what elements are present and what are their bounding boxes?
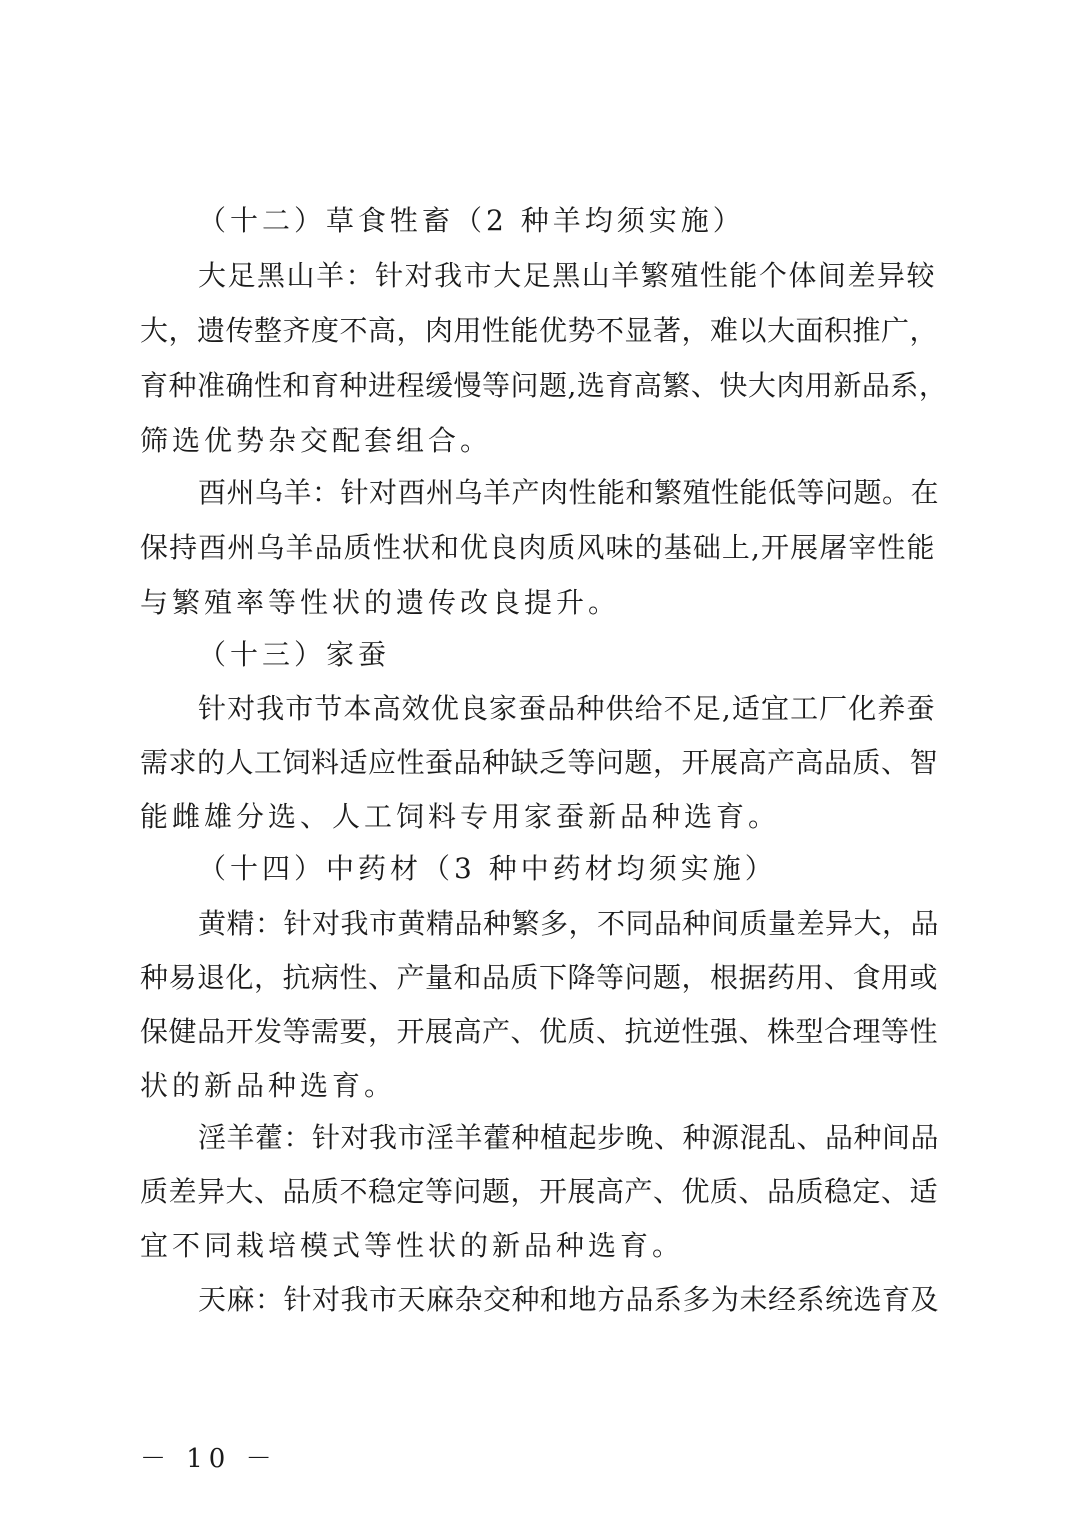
paragraph-line: 黄精：针对我市黄精品种繁多，不同品种间质量差异大，品: [198, 907, 940, 940]
paragraph-line: 筛选优势杂交配套组合。: [140, 424, 493, 457]
section-heading-herbivorous-livestock: （十二）草食牲畜（2 种羊均须实施）: [198, 204, 745, 237]
paragraph-line: 针对我市节本高效优良家蚕品种供给不足,适宜工厂化养蚕: [198, 692, 935, 725]
paragraph-line: 淫羊藿：针对我市淫羊藿种植起步晚、种源混乱、品种间品: [198, 1121, 940, 1154]
paragraph-line: 大足黑山羊：针对我市大足黑山羊繁殖性能个体间差异较: [198, 259, 935, 292]
paragraph-line: 保健品开发等需要，开展高产、优质、抗逆性强、株型合理等性: [140, 1015, 939, 1048]
paragraph-line: 质差异大、品质不稳定等问题，开展高产、优质、品质稳定、适: [140, 1175, 939, 1208]
paragraph-line: 天麻：针对我市天麻杂交种和地方品系多为未经系统选育及: [198, 1283, 940, 1316]
paragraph-line: 宜不同栽培模式等性状的新品种选育。: [140, 1229, 685, 1262]
paragraph-line: 酉州乌羊：针对酉州乌羊产肉性能和繁殖性能低等问题。在: [198, 476, 940, 509]
paragraph-line: 与繁殖率等性状的遗传改良提升。: [140, 586, 621, 619]
paragraph-line: 状的新品种选育。: [140, 1069, 397, 1102]
paragraph-line: 保持酉州乌羊品质性状和优良肉质风味的基础上,开展屠宰性能: [140, 531, 935, 564]
paragraph-line: 需求的人工饲料适应性蚕品种缺乏等问题，开展高产高品质、智: [140, 746, 939, 779]
paragraph-line: 育种准确性和育种进程缓慢等问题,选育高繁、快大肉用新品系，: [140, 369, 948, 402]
section-heading-chinese-herbs: （十四）中药材（3 种中药材均须实施）: [198, 852, 777, 885]
section-heading-silkworm: （十三）家蚕: [198, 638, 391, 671]
paragraph-line: 大，遗传整齐度不高，肉用性能优势不显著，难以大面积推广，: [140, 314, 939, 347]
paragraph-line: 种易退化，抗病性、产量和品质下降等问题，根据药用、食用或: [140, 961, 939, 994]
page-number: － 10 －: [140, 1444, 278, 1474]
paragraph-line: 能雌雄分选、人工饲料专用家蚕新品种选育。: [140, 800, 781, 833]
